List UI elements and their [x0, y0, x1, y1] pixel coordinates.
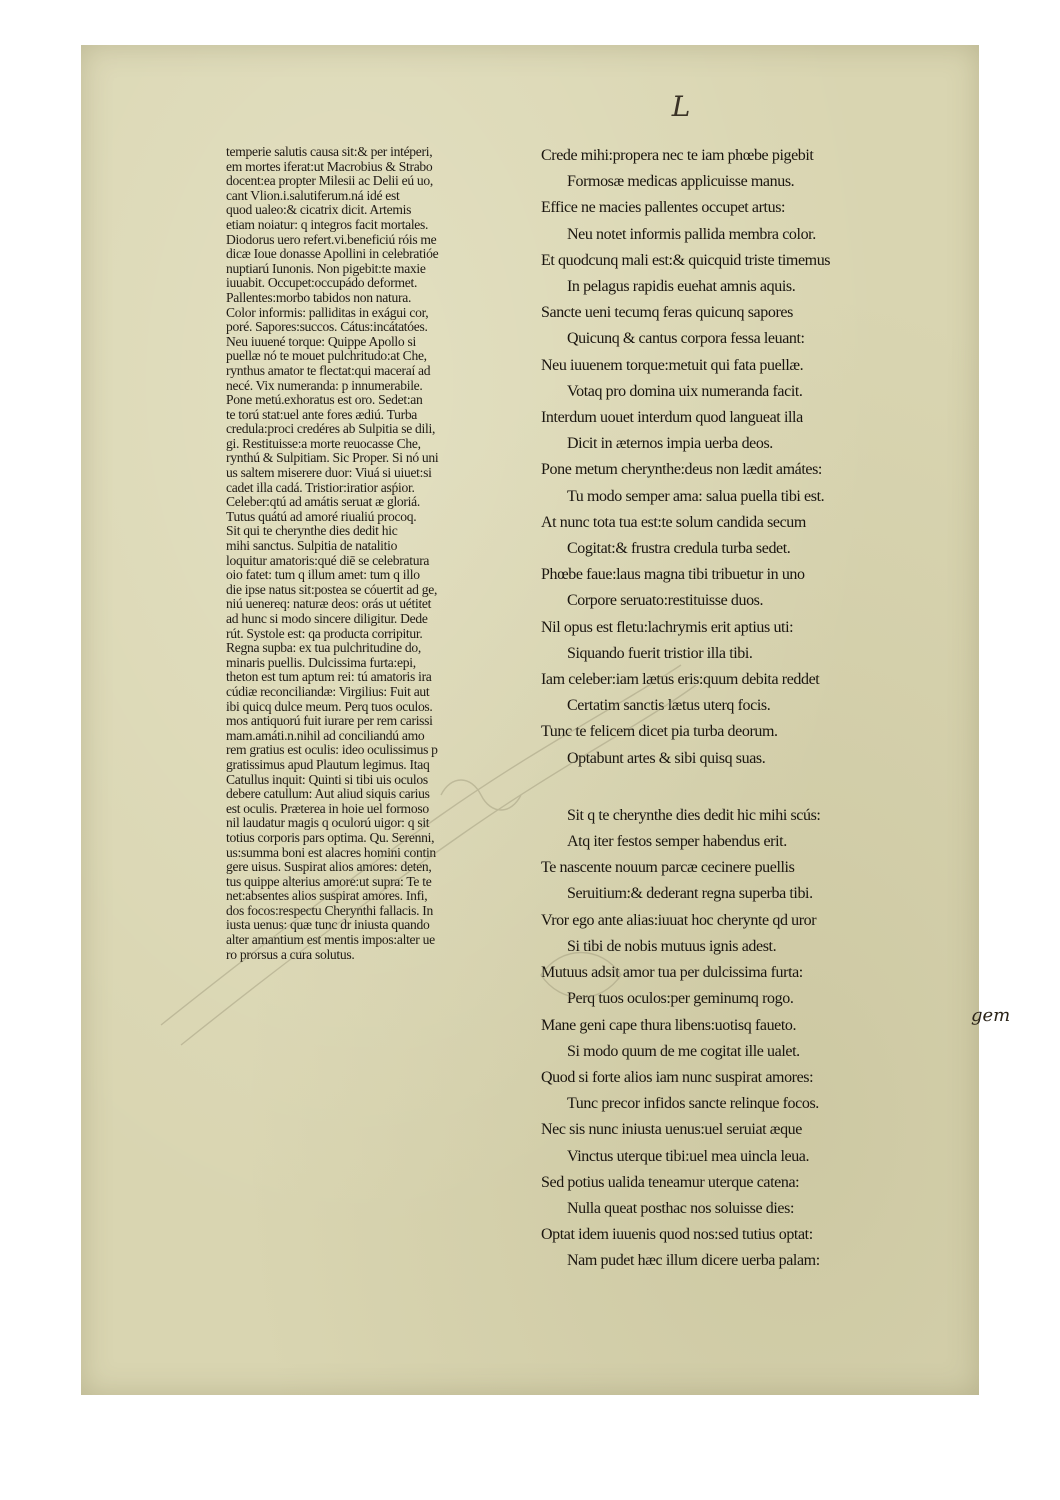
verse-line: Siquando fuerit tristior illa tibi. — [567, 644, 753, 662]
verse-line: Vror ego ante alias:iuuat hoc cherynte qd uror — [541, 911, 817, 929]
verse-line: Te nascente nouum parcæ cecinere puellis — [541, 859, 795, 877]
verse-line: Neu iuuenem torque:metuit qui fata puellæ. — [541, 356, 804, 374]
verse-line: Seruitium:& dederant regna superba tibi. — [567, 885, 813, 903]
verse-line: Mutuus adsit amor tua per dulcissima furta: — [541, 964, 803, 982]
verse-line: Vinctus uterque tibi:uel mea uincla leua. — [567, 1147, 810, 1165]
commentary-line: mihi sanctus. Sulpitia de natalitio — [226, 538, 398, 554]
commentary-line: alter amantium est mentis impos:alter ue — [226, 932, 435, 948]
verse-line: Nulla queat posthac nos soluisse dies: — [567, 1199, 794, 1217]
commentary-line: poré. Sapores:succos. Cátus:incátatóes. — [226, 319, 428, 335]
commentary-line: cúdiæ reconciliandæ: Virgilius: Fuit aut — [226, 683, 430, 699]
verse-line: Iam celeber:iam lætus eris:quum debita reddet — [541, 671, 820, 689]
stanza-gap — [541, 772, 961, 803]
verse-line: Sit q te cherynthe dies dedit hic mihi scús: — [567, 806, 821, 824]
commentary-line: rynthú & Sulpitiam. Sic Proper. Si nó uni — [226, 450, 439, 466]
verse-line: Si tibi de nobis mutuus ignis adest. — [567, 937, 777, 955]
commentary-line: Celeber:qtú ad amátis seruat æ gloriá. — [226, 494, 420, 510]
marginal-annotation: gem — [971, 1005, 1011, 1026]
commentary-line: em mortes iferat:ut Macrobius & Strabo — [226, 158, 433, 174]
verse-line: Tunc precor infidos sancte relinque focos. — [567, 1095, 819, 1113]
commentary-line: etiam noiatur: q integros facit mortales. — [226, 216, 429, 232]
commentary-line: docent:ea propter Milesii ac Delii eú uo, — [226, 173, 434, 189]
commentary-line: necé. Vix numeranda: p innumerabile. — [226, 377, 423, 393]
commentary-line: cant Vlion.i.salutiferum.ná idé est — [226, 187, 400, 203]
manuscript-page — [81, 45, 1011, 1395]
commentary-line: nuptiarú Iunonis. Non pigebit:te maxie — [226, 260, 426, 276]
commentary-line: rút. Systole est: qa producta corripitur. — [226, 625, 423, 641]
commentary-line: cadet illa cadá. Tristior:iratior asṕior. — [226, 479, 415, 495]
commentary-line: Tutus quátú ad amoré riualiú procoq. — [226, 508, 417, 524]
commentary-line: ad hunc si modo sincere diligitur. Dede — [226, 611, 428, 626]
commentary-line: credula:proci credéres ab Sulpitia se dili, — [226, 421, 436, 437]
commentary-line: gratissimus apud Plautum legimus. Itaq — [226, 756, 430, 772]
verse-line: Mane geni cape thura libens:uotisq faueto. — [541, 1016, 797, 1034]
verse-line: Et quodcunq mali est:& quicquid triste timemus — [541, 251, 831, 269]
commentary-line: Neu iuuené torque: Quippe Apollo si — [226, 333, 416, 349]
folio-mark: L — [671, 90, 691, 123]
verse-line: Atq iter festos semper habendus erit. — [567, 833, 787, 851]
commentary-line: us saltem miserere duor: Viuá si uiuet:si — [226, 465, 432, 481]
verse-line: Tu modo semper ama: salua puella tibi est. — [567, 487, 825, 505]
verse-line: Votaq pro domina uix numeranda facit. — [567, 382, 803, 400]
verse-line: Nec sis nunc iniusta uenus:uel seruiat æque — [541, 1121, 802, 1139]
commentary-line: totius corporis pars optima. Qu. Serenni, — [226, 829, 435, 845]
commentary-line: nil laudatur magis q oculorú uigor: q sit — [226, 815, 430, 831]
commentary-line: rynthus amator te flectat:qui maceraí ad — [226, 362, 431, 378]
verse-line: Certatim sanctis lætus uterq focis. — [567, 697, 771, 715]
verse-line: Cogitat:& frustra credula turba sedet. — [567, 540, 791, 558]
verse-column — [541, 143, 961, 1275]
commentary-line: dicæ Ioue donasse Apollini in celebratióe — [226, 246, 439, 262]
commentary-line: dos focos:respectu Cherynthi fallacis. In — [226, 902, 434, 918]
commentary-line: Pone metú.exhoratus est oro. Sedet:an — [226, 392, 423, 408]
commentary-column — [226, 145, 526, 962]
verse-line: Pone metum cherynthe:deus non lædit amátes: — [541, 461, 822, 479]
verse-line: Phœbe faue:laus magna tibi tribuetur in uno — [541, 566, 805, 584]
verse-line: Sancte ueni tecumq feras quicunq sapores — [541, 304, 793, 322]
commentary-line: Pallentes:morbo tabidos non natura. — [226, 289, 412, 305]
commentary-line: Catullus inquit: Quinti si tibi uis oculos — [226, 771, 428, 787]
commentary-line: temperie salutis causa sit:& per intéperi, — [226, 144, 433, 159]
verse-line: At nunc tota tua est:te solum candida secum — [541, 513, 806, 531]
verse-line: Nam pudet hæc illum dicere uerba palam: — [567, 1252, 820, 1270]
verse-line: Sed potius ualida teneamur uterque catena: — [541, 1173, 800, 1191]
commentary-line: iuuabit. Occupet:occupádo deformet. — [226, 275, 418, 291]
commentary-line: Regna supba: ex tua pulchritudine do, — [226, 640, 422, 656]
verse-line: Optabunt artes & sibi quisq suas. — [567, 749, 766, 767]
commentary-line: mam.amáti.n.nihil ad conciliandú amo — [226, 727, 425, 743]
commentary-line: puellæ nó te mouet pulchritudo:at Che, — [226, 348, 427, 364]
commentary-line: rem gratius est oculis: ideo oculissimus p — [226, 742, 438, 758]
commentary-line: gi. Restituisse:a morte reuocasse Che, — [226, 435, 421, 451]
verse-line: Quod si forte alios iam nunc suspirat amores: — [541, 1068, 814, 1086]
verse-line: Corpore seruato:restituisse duos. — [567, 592, 764, 610]
verse-line: Effice ne macies pallentes occupet artus: — [541, 199, 786, 217]
verse-line: Optat idem iuuenis quod nos:sed tutius optat: — [541, 1226, 813, 1244]
commentary-line: tus quippe alterius amore:ut supra: Te te — [226, 873, 432, 889]
commentary-line: te torú stat:uel ante fores ædiú. Turba — [226, 406, 418, 422]
commentary-line: minaris puellis. Dulcissima furta:epi, — [226, 654, 416, 670]
commentary-line: net:absentes alios suspirat amores. Infi, — [226, 888, 428, 904]
verse-line: Formosæ medicas applicuisse manus. — [567, 173, 795, 191]
commentary-line: est oculis. Præterea in hoie uel formoso — [226, 800, 429, 816]
commentary-line: iusta uenus: quæ tunc dr iniusta quando — [226, 917, 430, 933]
commentary-line: Sit qui te cherynthe dies dedit hic — [226, 523, 398, 539]
verse-line: Interdum uouet interdum quod langueat illa — [541, 409, 803, 427]
verse-line: Si modo quum de me cogitat ille ualet. — [567, 1042, 800, 1060]
commentary-line: oio fatet: tum q illum amet: tum q illo — [226, 567, 420, 583]
commentary-line: Diodorus uero refert.vi.beneficiú róis me — [226, 231, 437, 247]
verse-line: In pelagus rapidis euehat amnis aquis. — [567, 278, 796, 296]
commentary-line: gere uisus. Suspirat alios amores: deten, — [226, 859, 432, 875]
commentary-line: ibi quicq dulce meum. Perq tuos oculos. — [226, 698, 433, 714]
commentary-line: debere catullum: Aut aliud siquis carius — [226, 786, 430, 802]
commentary-line: mos antiquorú fuit iurare per rem carissi — [226, 713, 433, 729]
commentary-line: quod ualeo:& cicatrix dicit. Artemis — [226, 202, 412, 218]
verse-line: Tunc te felicem dicet pia turba deorum. — [541, 723, 778, 741]
commentary-line: Color informis: palliditas in exágui cor, — [226, 304, 429, 320]
verse-line: Perq tuos oculos:per geminumq rogo. — [567, 990, 794, 1008]
verse-line: Neu notet informis pallida membra color. — [567, 225, 816, 243]
commentary-line: theton est tum aptum rei: tú amatoris ira — [226, 669, 432, 685]
commentary-line: us:summa boni est alacres homini contin — [226, 844, 436, 860]
commentary-line: die ipse natus sit:postea se cóuertit ad ge, — [226, 581, 438, 597]
verse-line: Dicit in æternos impia uerba deos. — [567, 435, 773, 453]
commentary-line: ro prorsus a cura solutus. — [226, 946, 355, 962]
verse-line: Quicunq & cantus corpora fessa leuant: — [567, 330, 805, 348]
verse-line: Crede mihi:propera nec te iam phœbe pigebit — [541, 147, 814, 164]
commentary-line: niú uenereq: naturæ deos: orás ut uétitet — [226, 596, 432, 612]
verse-line: Nil opus est fletu:lachrymis erit aptius uti: — [541, 618, 794, 636]
commentary-line: loquitur amatoris:qué diē se celebratura — [226, 552, 430, 568]
